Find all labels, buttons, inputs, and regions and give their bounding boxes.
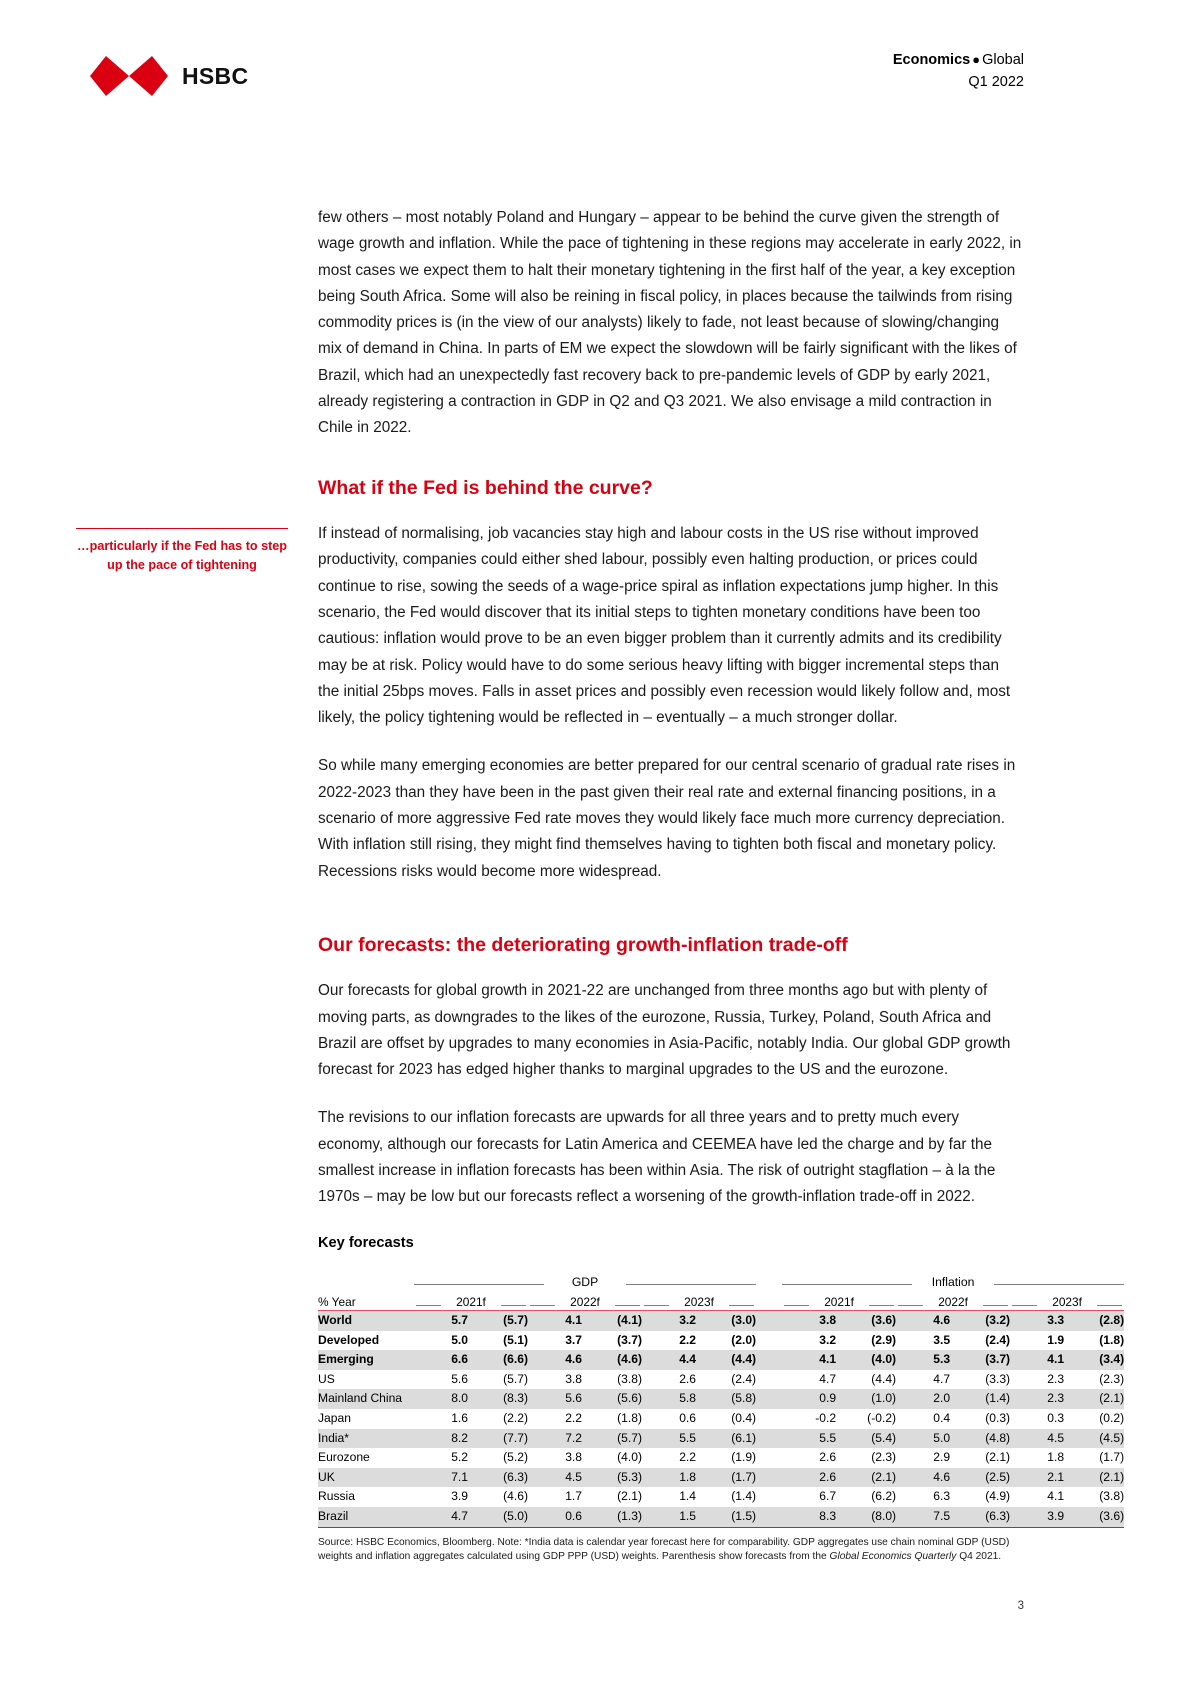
row-spacer: [756, 1350, 782, 1370]
gdp-value: 1.4: [679, 1489, 696, 1504]
gdp-value: 2.2: [679, 1332, 696, 1347]
row-spacer: [756, 1487, 782, 1507]
inflation-prior-value: (6.3): [950, 1507, 1010, 1527]
inflation-value: 4.1: [1010, 1350, 1064, 1370]
paragraph-4: Our forecasts for global growth in 2021-22 are unchanged from three months ago but with plenty of moving parts, as downgrades to the likes of the eurozone, Russia, Turkey, Poland, South Africa and Brazil are offset by upgrades to many economies in Asia-Pacific, notably India. Our global GDP growth forecast for 2023 has edged higher thanks to marginal upgrades to the US and the eurozone.: [318, 982, 1011, 1079]
inflation-value: 6.3: [933, 1489, 951, 1504]
paragraph-3: So while many emerging economies are better prepared for our central scenario of gradual rate rises in 2022-2023 than they have been in the past given their real rate and external financing positions, in a scenario of more aggressive Fed rate moves they would likely face much more currency depreciation. With inflation still rising, they might find themselves having to tighten both fiscal and monetary policy. Recessions risks would become more widespread.: [318, 757, 1016, 880]
gdp-prior-value: (5.7): [582, 1429, 642, 1449]
gdp-value: 5.7: [414, 1311, 468, 1331]
gdp-prior-value: (6.1): [696, 1429, 756, 1449]
gdp-prior-value: (3.8): [617, 1371, 642, 1386]
gdp-value: 2.2: [679, 1450, 696, 1465]
source-note-part1: Source: HSBC Economics, Bloomberg. Note: *India data is calendar year forecast here for comparability. GDP aggregates use chain nominal GDP (USD) weights and inflation aggregates calculated using GDP PPP (USD) weights. Parenthesis show forecasts from the: [318, 1536, 1010, 1563]
inflation-prior-value: (4.5): [1064, 1429, 1124, 1449]
gdp-prior-value: (1.3): [582, 1507, 642, 1527]
inflation-value: 0.3: [1047, 1410, 1065, 1425]
gdp-value: 8.0: [414, 1389, 468, 1409]
inflation-value: 3.5: [933, 1332, 951, 1347]
inflation-prior-value: (0.2): [1099, 1410, 1125, 1425]
section-heading-1: What if the Fed is behind the curve?: [318, 476, 653, 499]
gdp-prior-value: (4.4): [696, 1350, 756, 1370]
page-number: 3: [1017, 1600, 1024, 1612]
inflation-prior-value: (3.2): [950, 1311, 1010, 1331]
hsbc-hexagon-icon: [90, 53, 168, 99]
gdp-value: 4.5: [528, 1468, 582, 1488]
gdp-value: 1.6: [451, 1410, 468, 1425]
inflation-prior-value: (-0.2): [867, 1410, 897, 1425]
inflation-prior-value: (3.6): [836, 1311, 896, 1331]
gdp-prior-value: (1.7): [696, 1468, 756, 1488]
inflation-prior-value: (1.8): [1099, 1332, 1125, 1347]
gdp-value: 5.0: [451, 1332, 468, 1347]
gdp-value: 1.8: [642, 1468, 696, 1488]
inflation-prior-value: (4.0): [836, 1350, 896, 1370]
gdp-value: 7.1: [414, 1468, 468, 1488]
row-label: UK: [318, 1468, 414, 1488]
inflation-value: 2.6: [819, 1450, 837, 1465]
inflation-value: 4.1: [1047, 1489, 1065, 1504]
inflation-value: 4.6: [896, 1311, 950, 1331]
group-header-inflation: Inflation: [782, 1269, 1124, 1289]
paragraph-5: The revisions to our inflation forecasts are upwards for all three years and to pretty much every economy, although our forecasts for Latin America and CEEMEA have led the charge and by far the smallest increase in inflation forecasts has been within Asia. The risk of outright stagflation – à la the 1970s – may be low but our forecasts reflect a worsening of the growth-inflation trade-off in 2022.: [318, 1109, 996, 1206]
gdp-value: 7.2: [528, 1429, 582, 1449]
column-header-gdp-2022f: 2022f: [528, 1289, 642, 1309]
inflation-prior-value: (2.8): [1064, 1311, 1124, 1331]
inflation-prior-value: (2.1): [985, 1450, 1011, 1465]
row-spacer: [756, 1311, 782, 1331]
inflation-value: 0.9: [782, 1389, 836, 1409]
gdp-prior-value: (4.1): [582, 1311, 642, 1331]
table-row: [318, 1507, 1124, 1527]
row-spacer: [756, 1409, 782, 1429]
gdp-value: 3.8: [565, 1371, 582, 1386]
table-row: [318, 1468, 1124, 1488]
gdp-prior-value: (8.3): [468, 1389, 528, 1409]
column-header-year: % Year: [318, 1295, 356, 1309]
inflation-prior-value: (2.9): [871, 1332, 897, 1347]
column-header-infl-2023f: 2023f: [1010, 1289, 1124, 1309]
gdp-value: 5.6: [528, 1389, 582, 1409]
inflation-prior-value: (2.1): [1064, 1468, 1124, 1488]
region-label: Global: [982, 52, 1024, 68]
table-row: [318, 1487, 1124, 1507]
table-column-header-row: [318, 1289, 1124, 1309]
inflation-prior-value: (1.4): [950, 1389, 1010, 1409]
gdp-prior-value: (4.6): [582, 1350, 642, 1370]
inflation-value: 2.1: [1010, 1468, 1064, 1488]
separator-dot-icon: ●: [972, 52, 981, 67]
gdp-prior-value: (1.4): [731, 1489, 757, 1504]
inflation-prior-value: (2.1): [836, 1468, 896, 1488]
gdp-value: 1.5: [642, 1507, 696, 1527]
inflation-value: -0.2: [815, 1410, 837, 1425]
column-header-infl-2022f: 2022f: [896, 1289, 1010, 1309]
inflation-prior-value: (1.7): [1099, 1450, 1125, 1465]
inflation-value: 3.8: [782, 1311, 836, 1331]
inflation-prior-value: (5.4): [836, 1429, 896, 1449]
gdp-prior-value: (5.1): [503, 1332, 528, 1347]
source-note-part2: Q4 2021.: [956, 1551, 1002, 1563]
inflation-prior-value: (2.4): [985, 1332, 1011, 1347]
inflation-value: 4.7: [933, 1371, 951, 1386]
row-label: Emerging: [318, 1350, 414, 1370]
table-group-header-row: [318, 1269, 1124, 1289]
row-label: Eurozone: [318, 1450, 370, 1465]
gdp-prior-value: (0.4): [731, 1410, 757, 1425]
gdp-value: 4.4: [642, 1350, 696, 1370]
gdp-prior-value: (1.8): [617, 1410, 642, 1425]
publication-name: Economics: [892, 52, 971, 68]
table-bottom-rule: [318, 1527, 1124, 1529]
inflation-prior-value: (4.8): [950, 1429, 1010, 1449]
inflation-prior-value: (2.3): [871, 1450, 897, 1465]
inflation-value: 2.3: [1010, 1389, 1064, 1409]
inflation-prior-value: (8.0): [836, 1507, 896, 1527]
paragraph-1: few others – most notably Poland and Hungary – appear to be behind the curve given the strength of wage growth and inflation. While the pace of tightening in these regions may accelerate in early 2022, in most cases we expect them to halt their monetary tightening in the first half of the year, a key exception being South Africa. Some will also be reining in fiscal policy, in places because the tailwinds from rising commodity prices is (in the view of our analysts) likely to fade, not least because of slowing/changing mix of demand in China. In parts of EM we expect the slowdown will be fairly significant with the likes of Brazil, which had an unexpectedly fast recovery back to pre-pandemic levels of GDP by early 2021, already registering a contraction in GDP in Q2 and Q3 2021. We also envisage a mild contraction in Chile in 2022.: [318, 209, 1022, 437]
column-header-gdp-2023f: 2023f: [642, 1289, 756, 1309]
table-row: [318, 1350, 1124, 1370]
inflation-value: 7.5: [896, 1507, 950, 1527]
page-header: [0, 40, 1190, 100]
inflation-prior-value: (4.4): [871, 1371, 897, 1386]
hsbc-wordmark: HSBC: [182, 62, 249, 89]
gdp-value: 5.5: [642, 1429, 696, 1449]
table-row: [318, 1389, 1124, 1409]
inflation-prior-value: (4.9): [985, 1489, 1011, 1504]
gdp-prior-value: (5.7): [468, 1311, 528, 1331]
gdp-value: 3.8: [565, 1450, 582, 1465]
gdp-prior-value: (5.2): [503, 1450, 528, 1465]
gdp-value: 4.6: [528, 1350, 582, 1370]
row-spacer: [756, 1507, 782, 1527]
inflation-value: 4.7: [819, 1371, 837, 1386]
main-content: [318, 205, 1024, 1233]
inflation-prior-value: (6.2): [871, 1489, 897, 1504]
gdp-value: 4.1: [528, 1311, 582, 1331]
gdp-prior-value: (1.5): [696, 1507, 756, 1527]
callout-text: …particularly if the Fed has to step up the pace of tightening: [77, 539, 287, 572]
gdp-value: 4.7: [414, 1507, 468, 1527]
header-meta: [893, 49, 1024, 94]
source-note-italic: Global Economics Quarterly: [829, 1551, 957, 1563]
gdp-value: 2.2: [565, 1410, 582, 1425]
table-source-note: [318, 1536, 1024, 1565]
key-forecasts-table: [318, 1269, 1124, 1529]
inflation-prior-value: (3.3): [985, 1371, 1011, 1386]
inflation-prior-value: (1.0): [836, 1389, 896, 1409]
table-row: [318, 1448, 1124, 1468]
inflation-prior-value: (2.3): [1099, 1371, 1125, 1386]
gdp-prior-value: (2.2): [503, 1410, 528, 1425]
issue-label: Q1 2022: [968, 74, 1024, 91]
row-label: Japan: [318, 1410, 351, 1425]
table-row: [318, 1331, 1124, 1351]
table-row: [318, 1429, 1124, 1449]
inflation-value: 5.5: [782, 1429, 836, 1449]
inflation-value: 1.8: [1047, 1450, 1065, 1465]
gdp-prior-value: (5.7): [503, 1371, 528, 1386]
inflation-value: 8.3: [782, 1507, 836, 1527]
gdp-prior-value: (7.7): [468, 1429, 528, 1449]
inflation-value: 2.6: [782, 1468, 836, 1488]
gdp-prior-value: (2.0): [731, 1332, 757, 1347]
row-label: World: [318, 1311, 414, 1331]
inflation-value: 5.0: [896, 1429, 950, 1449]
gdp-prior-value: (4.0): [617, 1450, 642, 1465]
inflation-value: 4.5: [1010, 1429, 1064, 1449]
inflation-prior-value: (3.4): [1064, 1350, 1124, 1370]
row-spacer: [756, 1370, 782, 1390]
inflation-value: 5.3: [896, 1350, 950, 1370]
gdp-value: 5.6: [451, 1371, 468, 1386]
column-header-spacer: [756, 1289, 782, 1309]
inflation-value: 0.4: [933, 1410, 951, 1425]
inflation-value: 2.3: [1047, 1371, 1065, 1386]
gdp-prior-value: (1.9): [731, 1450, 757, 1465]
row-label: Russia: [318, 1489, 355, 1504]
gdp-value: 3.9: [451, 1489, 468, 1504]
inflation-prior-value: (3.6): [1064, 1507, 1124, 1527]
section-heading-2: Our forecasts: the deteriorating growth-inflation trade-off: [318, 933, 848, 956]
gdp-prior-value: (5.0): [468, 1507, 528, 1527]
gdp-prior-value: (5.3): [582, 1468, 642, 1488]
gdp-value: 2.6: [679, 1371, 696, 1386]
gdp-value: 3.2: [642, 1311, 696, 1331]
gdp-value: 5.8: [642, 1389, 696, 1409]
gdp-prior-value: (4.6): [503, 1489, 528, 1504]
margin-callout: [76, 528, 288, 575]
column-header-infl-2021f: 2021f: [782, 1289, 896, 1309]
row-spacer: [756, 1389, 782, 1409]
gdp-value: 5.2: [451, 1450, 468, 1465]
table-body: [318, 1311, 1124, 1528]
table-row: [318, 1370, 1124, 1390]
row-spacer: [756, 1448, 782, 1468]
row-label: Developed: [318, 1332, 380, 1347]
gdp-prior-value: (3.7): [617, 1332, 642, 1347]
inflation-prior-value: (3.8): [1099, 1489, 1125, 1504]
row-spacer: [756, 1331, 782, 1351]
inflation-value: 6.7: [819, 1489, 837, 1504]
gdp-value: 8.2: [414, 1429, 468, 1449]
table-title: Key forecasts: [318, 1235, 414, 1251]
table-row: [318, 1311, 1124, 1331]
group-header-spacer: [756, 1269, 782, 1289]
inflation-value: 2.0: [896, 1389, 950, 1409]
row-spacer: [756, 1468, 782, 1488]
inflation-value: 1.9: [1047, 1332, 1065, 1347]
gdp-prior-value: (6.3): [468, 1468, 528, 1488]
column-header-gdp-2021f: 2021f: [414, 1289, 528, 1309]
hsbc-logo: [90, 53, 248, 99]
inflation-value: 4.6: [896, 1468, 950, 1488]
group-header-empty: [318, 1269, 414, 1289]
inflation-value: 3.2: [819, 1332, 837, 1347]
gdp-value: 6.6: [414, 1350, 468, 1370]
gdp-value: 1.7: [565, 1489, 582, 1504]
row-label: US: [318, 1371, 335, 1386]
gdp-prior-value: (5.6): [582, 1389, 642, 1409]
callout-rule: [76, 528, 288, 529]
gdp-value: 0.6: [528, 1507, 582, 1527]
inflation-prior-value: (2.5): [950, 1468, 1010, 1488]
gdp-prior-value: (5.8): [696, 1389, 756, 1409]
gdp-prior-value: (2.4): [731, 1371, 757, 1386]
gdp-prior-value: (2.1): [617, 1489, 642, 1504]
row-spacer: [756, 1429, 782, 1449]
gdp-value: 0.6: [679, 1410, 696, 1425]
group-header-gdp: GDP: [414, 1269, 756, 1289]
inflation-prior-value: (3.7): [950, 1350, 1010, 1370]
table-row: [318, 1409, 1124, 1429]
gdp-prior-value: (3.0): [696, 1311, 756, 1331]
inflation-value: 3.9: [1010, 1507, 1064, 1527]
inflation-value: 2.9: [933, 1450, 951, 1465]
row-label: Brazil: [318, 1507, 414, 1527]
gdp-value: 3.7: [565, 1332, 582, 1347]
gdp-prior-value: (6.6): [468, 1350, 528, 1370]
inflation-prior-value: (0.3): [985, 1410, 1011, 1425]
row-label: Mainland China: [318, 1389, 414, 1409]
row-label: India*: [318, 1429, 414, 1449]
key-forecasts-block: [318, 1235, 1125, 1565]
paragraph-2: If instead of normalising, job vacancies stay high and labour costs in the US rise without improved productivity, companies could either shed labour, possibly even halting production, or prices could continue to rise, sowing the seeds of a wage-price spiral as inflation expectations jump higher. In this scenario, the Fed would discover that its initial steps to tighten monetary conditions have been too cautious: inflation would prove to be an even bigger problem than it currently admits and its credibility may be at risk. Policy would have to do some serious heavy lifting with bigger incremental steps than the initial 25bps moves. Falls in asset prices and possibly even recession would likely follow and, most likely, the policy tightening would be reflected in – eventually – a much stronger dollar.: [318, 525, 1011, 727]
inflation-value: 3.3: [1010, 1311, 1064, 1331]
inflation-prior-value: (2.1): [1064, 1389, 1124, 1409]
inflation-value: 4.1: [782, 1350, 836, 1370]
